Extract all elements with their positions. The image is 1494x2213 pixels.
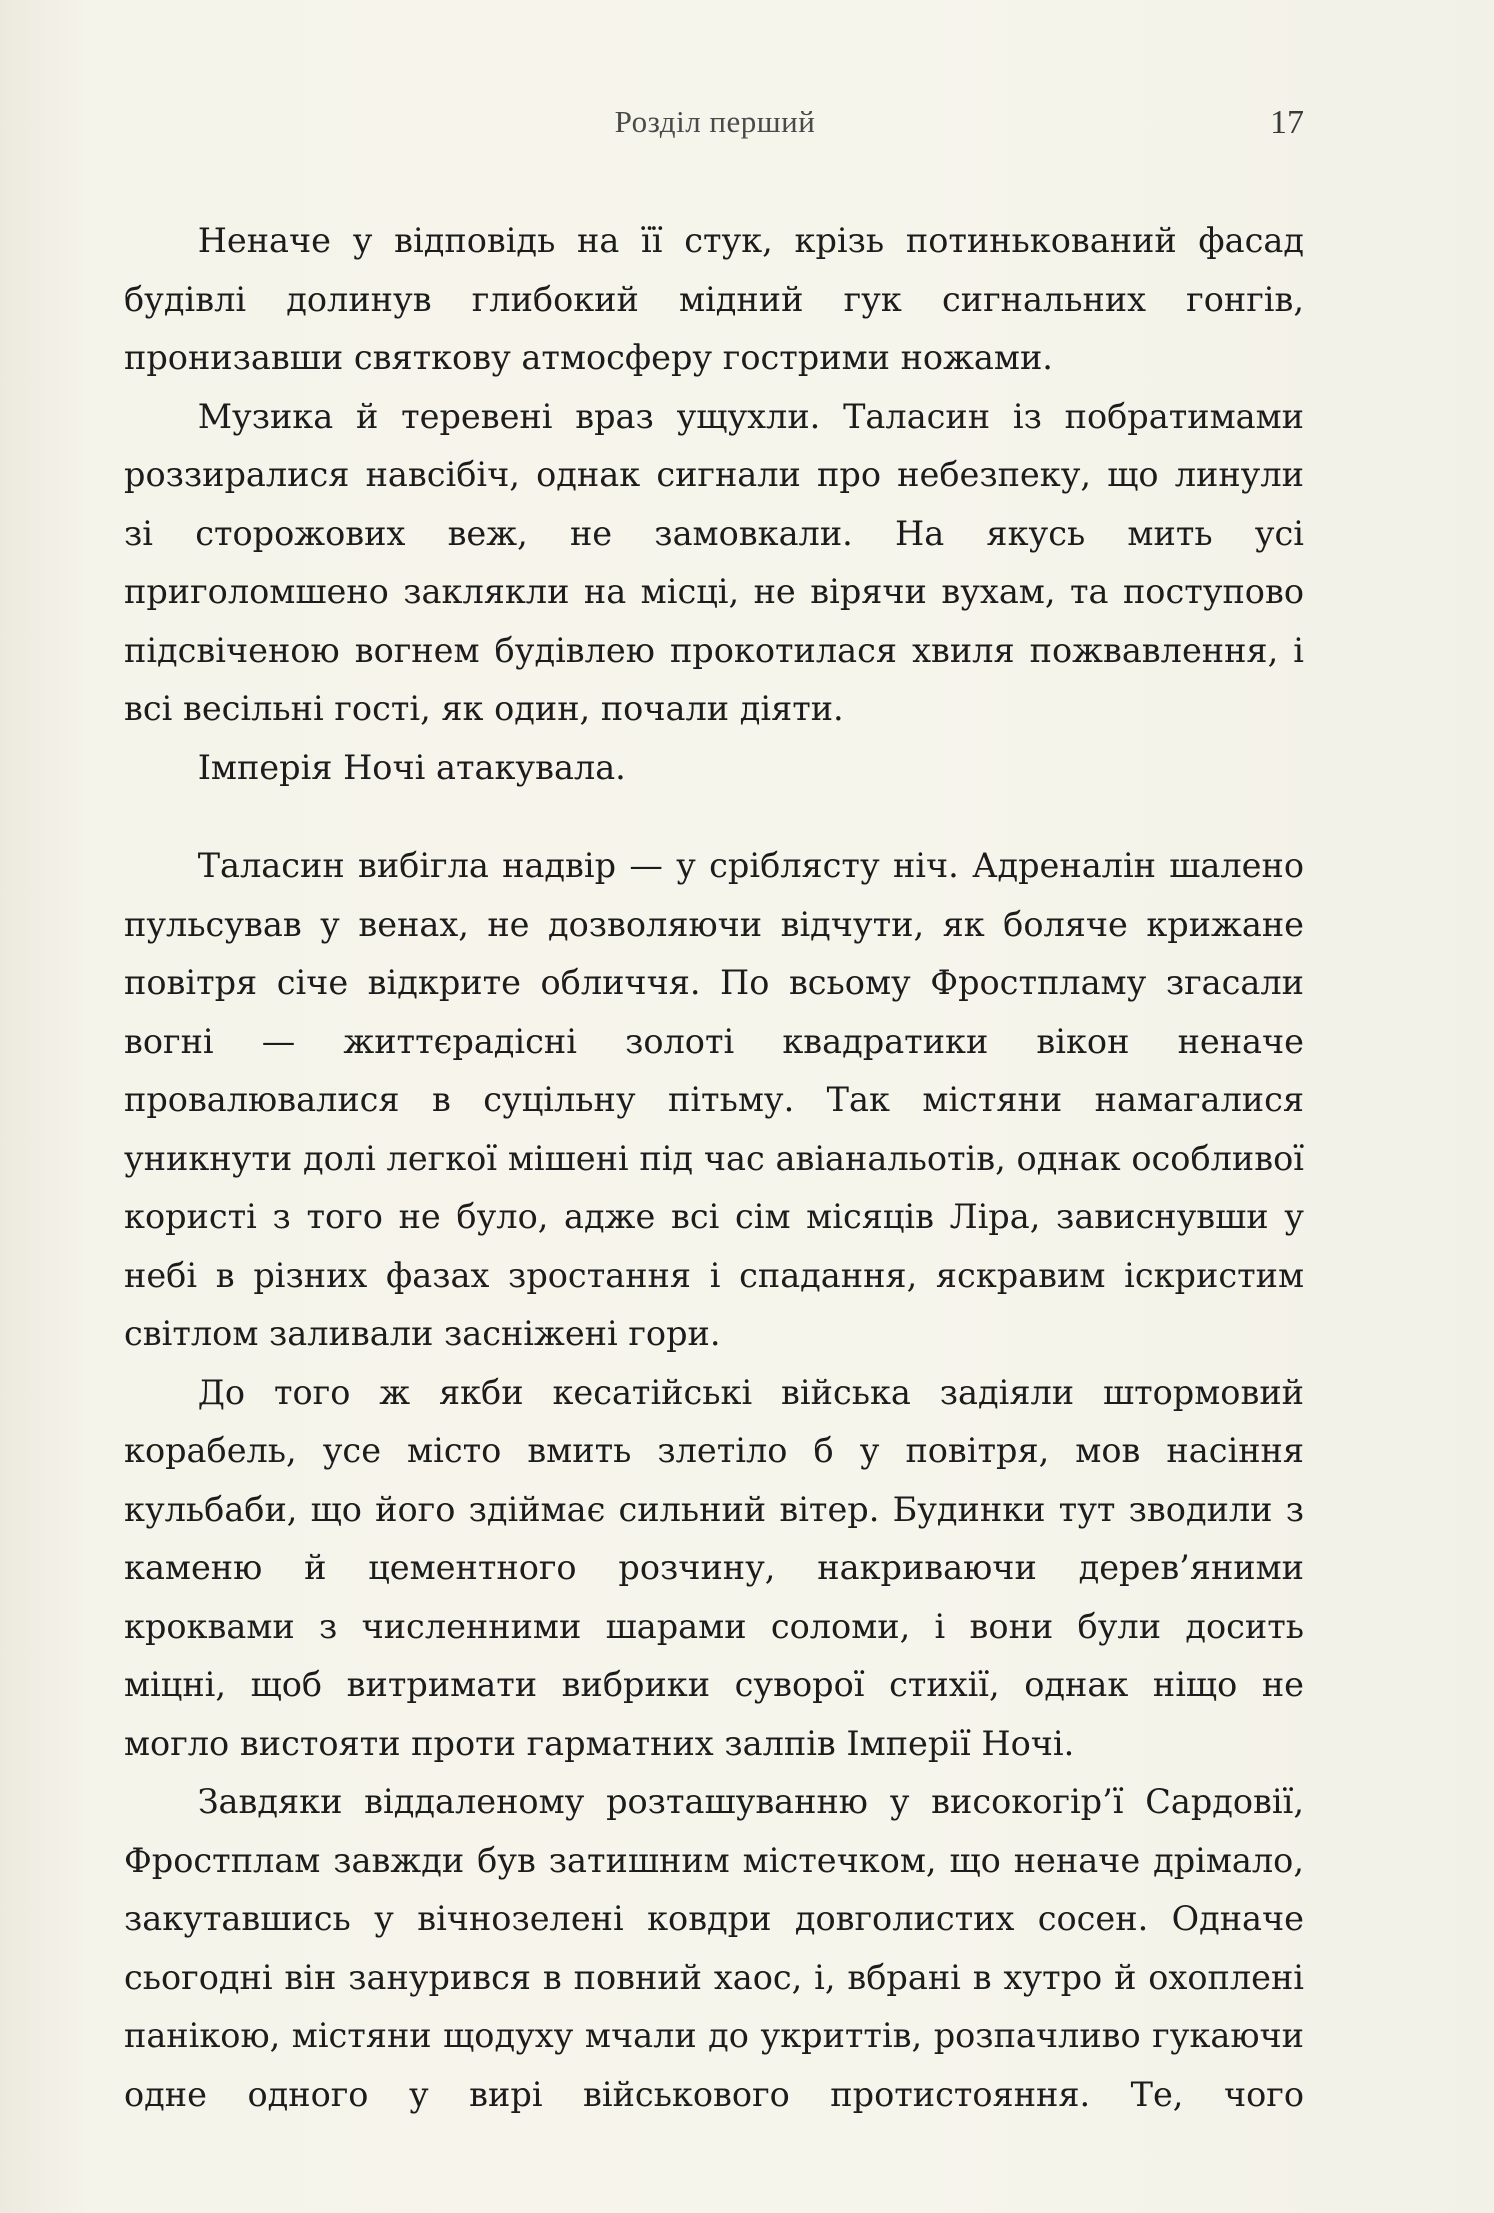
chapter-title: Розділ перший <box>614 104 816 139</box>
page-number: 17 <box>1270 104 1304 141</box>
paragraph: Таласин вибігла надвір — у сріблясту ніч. Адреналін шалено пульсував у венах, не дозволяючи відчути, як боляче крижане повітря січе відкрите обличчя. По всьому Фростпламу згасали вогні — життєрадісні золоті квадратики вікон неначе провалювалися в суцільну пітьму. Так містяни намагалися уникнути долі легкої мішені під час авіанальотів, однак особливої користі з того не було, адже всі сім місяців Ліра, зависнувши у небі в різних фазах зростання і спадання, яскравим іскристим світлом заливали засніжені гори. <box>124 846 1304 1353</box>
paragraph: Неначе у відповідь на її стук, крізь потинькований фасад будівлі долинув глибокий мідний гук сигнальних гонгів, пронизавши святкову атмосферу гострими ножами. <box>124 221 1304 377</box>
running-header <box>0 104 1494 154</box>
paragraph: Завдяки віддаленому розташуванню у високогір’ї Сардовії, Фростплам завжди був затишним містечком, що неначе дрімало, закутавшись у вічнозелені ковдри довголистих сосен. Одначе сьогодні він занурився в повний хаос, і, вбрані в хутро й охоплені панікою, містяни щодуху мчали до укриттів, розпачливо гукаючи одне одного у вирі військового протистояння. Те, чого <box>124 1782 1304 2114</box>
paragraph: До того ж якби кесатійські війська задіяли штормовий корабель, усе місто вмить злетіло б у повітря, мов насіння кульбаби, що його здіймає сильний вітер. Будинки тут зводили з каменю й цементного розчину, накриваючи дерев’яними кроквами з численними шарами соломи, і вони були досить міцні, щоб витримати вибрики суворої стихії, однак ніщо не могло вистояти проти гарматних залпів Імперії Ночі. <box>124 1372 1304 1763</box>
paragraph: Імперія Ночі атакувала. <box>197 747 626 787</box>
page-text <box>124 212 1304 2124</box>
paragraph: Музика й теревені враз ущухли. Таласин із побратимами роззиралися навсібіч, однак сигнали про небезпеку, що линули зі сторожових веж, не замовкали. На якусь мить усі приголомшено заклякли на місці, не вірячи вухам, та поступово підсвіченою вогнем будівлею прокотилася хвиля пожвавлення, і всі весільні гості, як один, почали діяти. <box>124 396 1304 728</box>
